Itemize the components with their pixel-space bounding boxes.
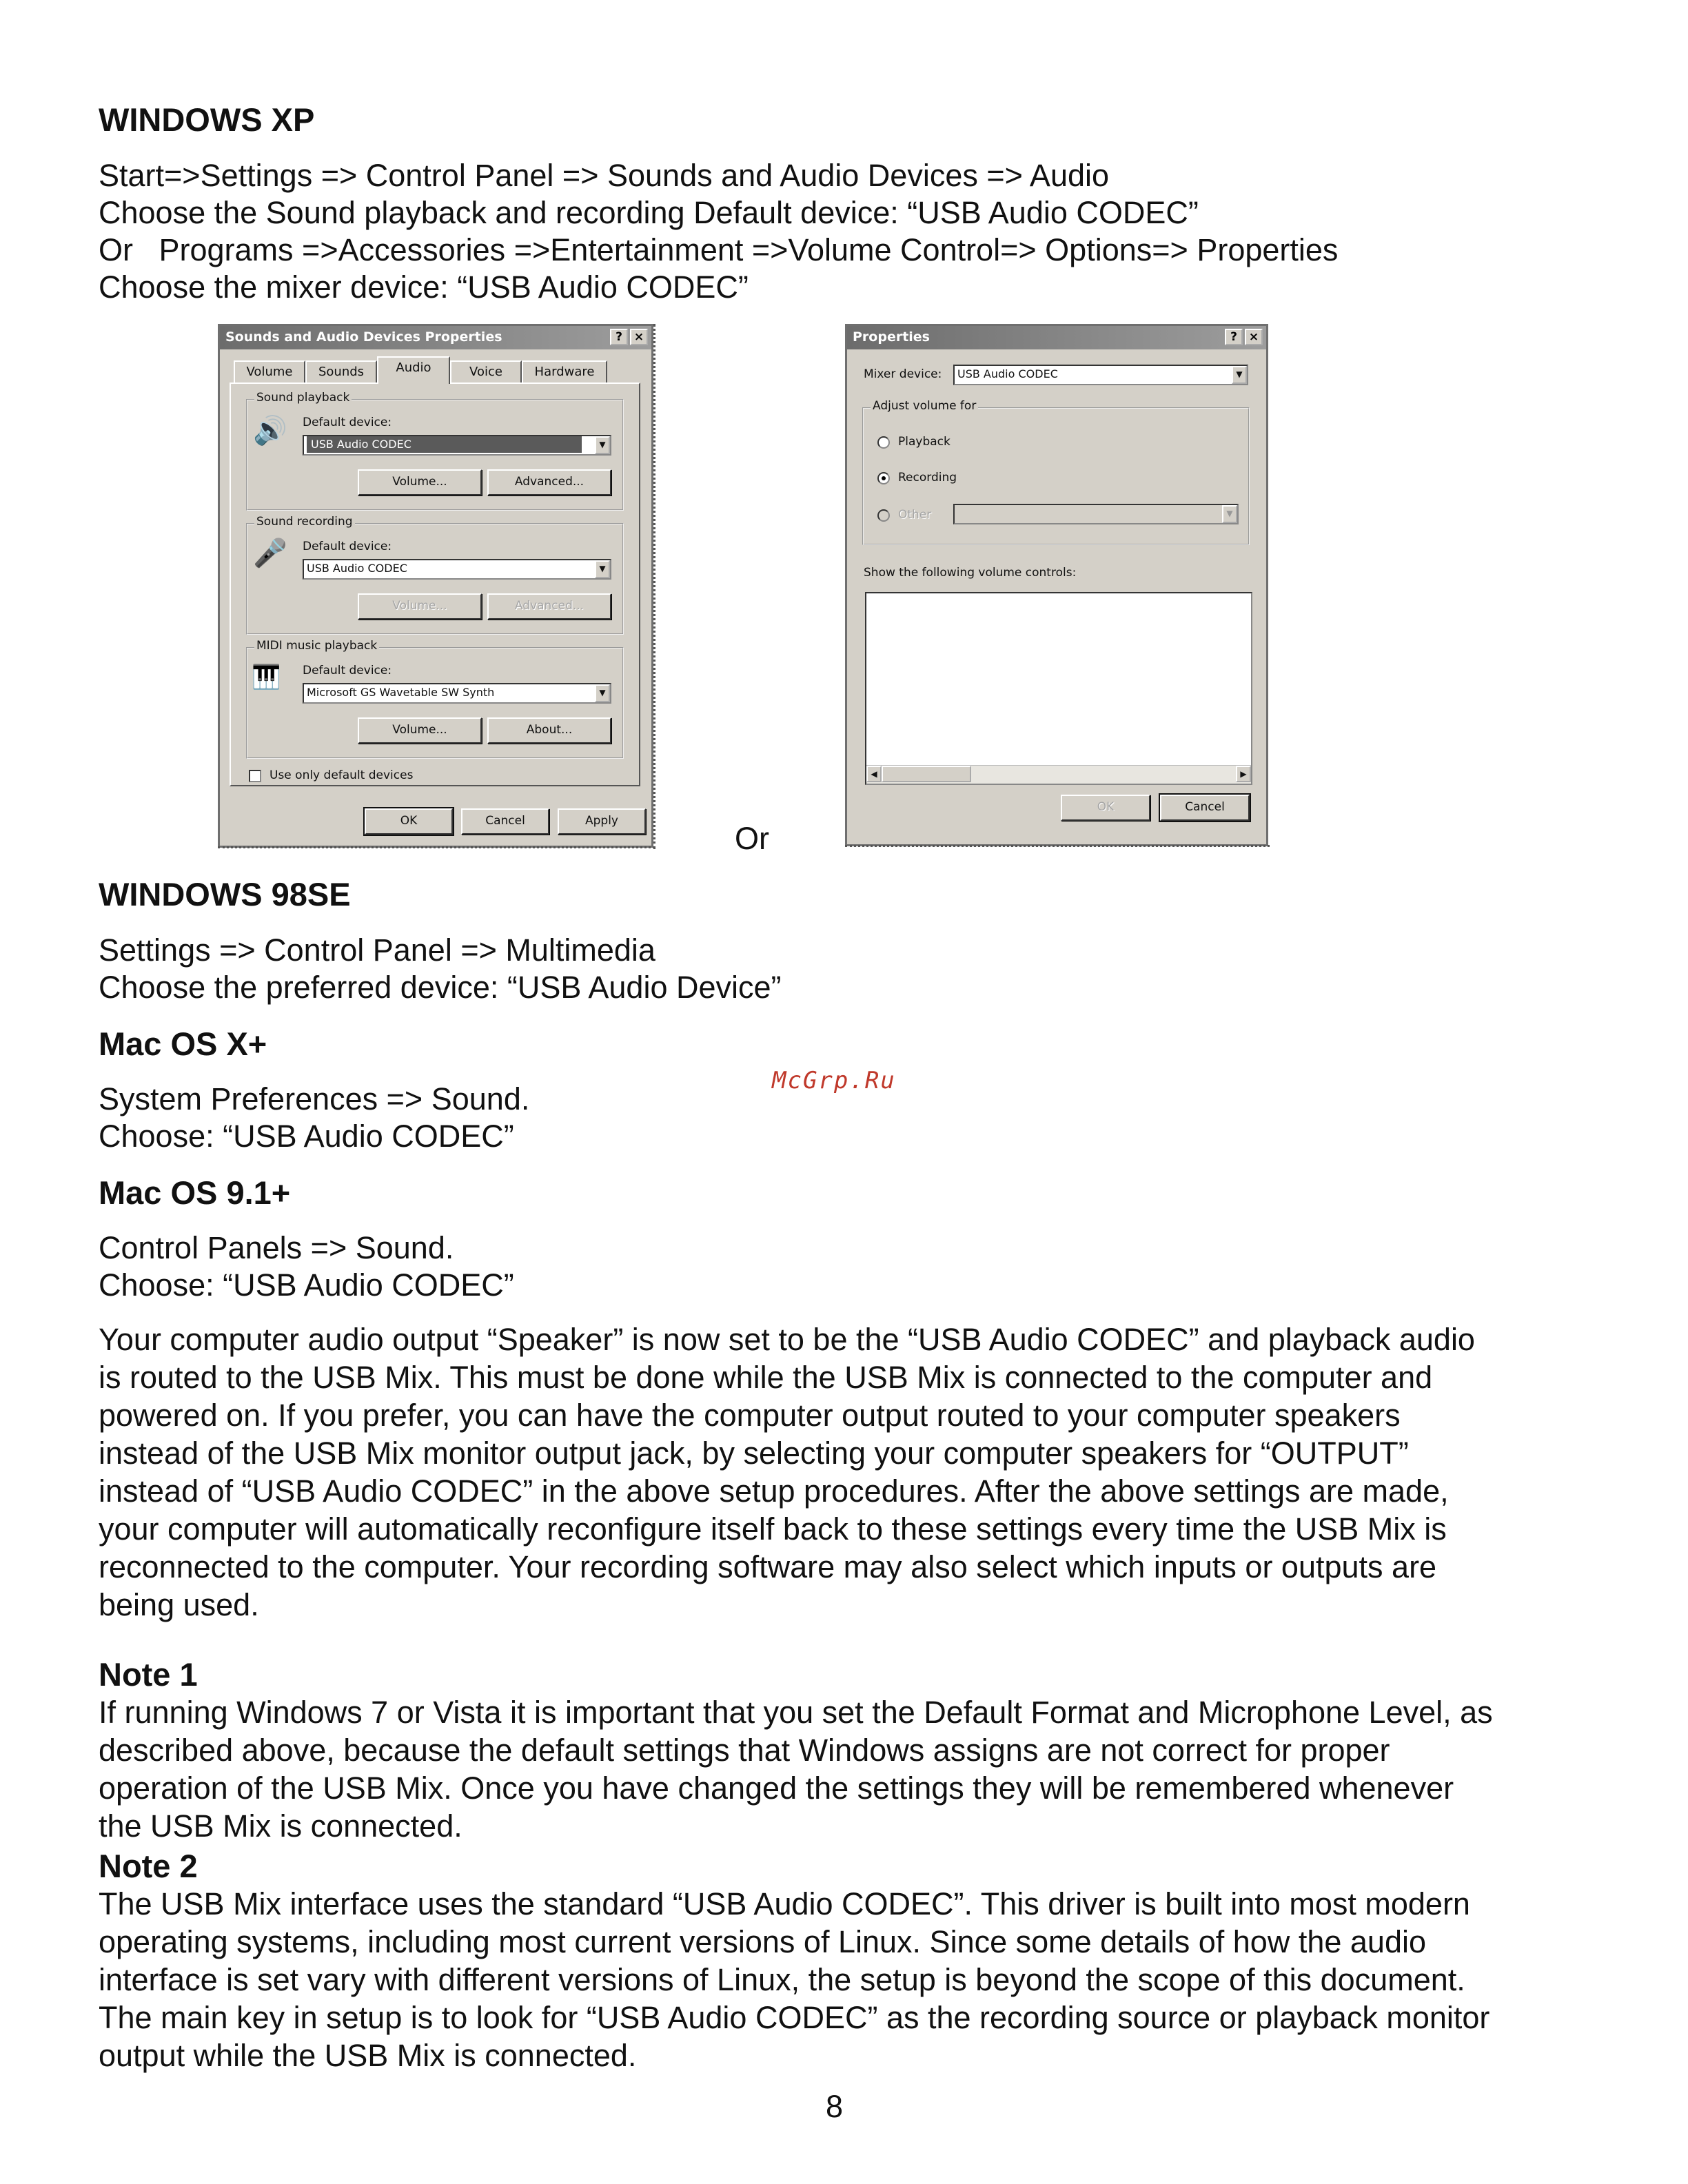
chevron-down-icon[interactable]: ▼ [1222, 505, 1237, 523]
playback-volume-button[interactable]: Volume... [358, 469, 482, 496]
heading-mac-os-x: Mac OS X+ [99, 1025, 267, 1062]
volume-controls-list[interactable] [865, 592, 1252, 785]
apply-button[interactable]: Apply [558, 808, 646, 835]
note2-paragraph [99, 1885, 1489, 2074]
body-line: instead of the USB Mix monitor output jack, by selecting your computer speakers for “OUTPUT” [99, 1436, 1409, 1471]
sound-playback-label: Sound playback [254, 391, 352, 405]
playback-default-label: Default device: [303, 416, 392, 429]
note2-line: interface is set vary with different versions of Linux, the setup is beyond the scope of this document. [99, 1962, 1465, 1997]
macx-line-2: Choose: “USB Audio CODEC” [99, 1119, 514, 1154]
scroll-right-icon[interactable]: ▶ [1236, 766, 1251, 782]
speaker-icon: 🔊 [253, 415, 287, 447]
macx-line-1: System Preferences => Sound. [99, 1081, 530, 1116]
sound-recording-label: Sound recording [254, 515, 355, 529]
win98-line-2: Choose the preferred device: “USB Audio Device” [99, 970, 782, 1005]
heading-windows-xp: WINDOWS XP [99, 101, 315, 138]
audio-tab-panel [230, 382, 640, 786]
ok-button[interactable]: OK [365, 808, 453, 835]
tab-audio[interactable]: Audio [377, 356, 450, 384]
recording-default-label: Default device: [303, 540, 392, 553]
page-number: 8 [826, 2089, 844, 2124]
body-line: being used. [99, 1587, 259, 1622]
winxp-line-4: Choose the mixer device: “USB Audio CODEC” [99, 269, 749, 305]
horizontal-scrollbar[interactable] [866, 765, 1251, 784]
mac9-line-1: Control Panels => Sound. [99, 1230, 454, 1265]
heading-note-2: Note 2 [99, 1848, 198, 1884]
body-line: Your computer audio output “Speaker” is now set to be the “USB Audio CODEC” and playback audio [99, 1322, 1475, 1357]
watermark: McGrp.Ru [772, 1067, 896, 1094]
mixer-device-label: Mixer device: [864, 367, 942, 381]
heading-mac-os-9: Mac OS 9.1+ [99, 1174, 291, 1211]
ok-button[interactable]: OK [1061, 795, 1150, 821]
midi-playback-group [246, 639, 624, 759]
recording-volume-button[interactable]: Volume... [358, 593, 482, 620]
winxp-line-3: Or Programs =>Accessories =>Entertainment =>Volume Control=> Options=> Properties [99, 232, 1339, 267]
winxp-line-2: Choose the Sound playback and recording Default device: “USB Audio CODEC” [99, 195, 1199, 230]
tab-sounds[interactable]: Sounds [305, 360, 377, 384]
sound-recording-group [246, 515, 624, 635]
sound-playback-group [246, 391, 624, 511]
playback-device-value: USB Audio CODEC [307, 436, 582, 453]
body-line: is routed to the USB Mix. This must be done while the USB Mix is connected to the computer and [99, 1360, 1433, 1395]
playback-radio[interactable] [877, 436, 890, 449]
adjust-volume-label: Adjust volume for [871, 399, 978, 413]
midi-volume-button[interactable]: Volume... [358, 717, 482, 744]
tab-volume[interactable]: Volume [234, 360, 305, 384]
scroll-left-icon[interactable]: ◀ [866, 766, 882, 782]
playback-radio-label: Playback [898, 435, 950, 449]
note2-line: output while the USB Mix is connected. [99, 2038, 637, 2073]
mixer-device-select[interactable] [953, 365, 1248, 385]
cancel-button[interactable]: Cancel [1160, 795, 1250, 821]
volume-properties-dialog [845, 324, 1268, 846]
other-radio-label: Other [898, 508, 932, 522]
body-paragraph [99, 1320, 1475, 1624]
scroll-thumb[interactable] [882, 766, 971, 782]
note1-line: the USB Mix is connected. [99, 1808, 462, 1844]
midi-device-select[interactable] [303, 683, 611, 704]
dialog-titlebar [847, 326, 1266, 349]
other-device-select[interactable] [953, 504, 1239, 524]
recording-device-select[interactable] [303, 559, 611, 580]
dialog-title: Properties [853, 329, 930, 345]
close-button[interactable]: × [630, 329, 648, 345]
help-button[interactable]: ? [1225, 329, 1243, 345]
playback-advanced-button[interactable]: Advanced... [487, 469, 611, 496]
recording-device-value: USB Audio CODEC [307, 562, 407, 575]
note1-line: operation of the USB Mix. Once you have changed the settings they will be remembered whenever [99, 1770, 1454, 1806]
dialog-edge-divider [845, 845, 1270, 847]
use-only-default-label: Use only default devices [270, 768, 414, 782]
note2-line: The main key in setup is to look for “USB Audio CODEC” as the recording source or playback monitor [99, 2000, 1490, 2035]
sounds-audio-devices-dialog [218, 324, 653, 848]
body-line: instead of “USB Audio CODEC” in the above setup procedures. After the above settings are made, [99, 1473, 1449, 1509]
dialog-title: Sounds and Audio Devices Properties [225, 329, 502, 345]
tab-voice[interactable]: Voice [450, 360, 522, 384]
midi-playback-label: MIDI music playback [254, 639, 379, 653]
recording-advanced-button[interactable]: Advanced... [487, 593, 611, 620]
midi-keyboard-icon: 🎹 [252, 664, 281, 691]
heading-windows-98se: WINDOWS 98SE [99, 876, 351, 912]
mac9-line-2: Choose: “USB Audio CODEC” [99, 1267, 514, 1303]
close-button[interactable]: × [1245, 329, 1263, 345]
cancel-button[interactable]: Cancel [461, 808, 549, 835]
or-label: Or [735, 821, 769, 856]
mixer-device-value: USB Audio CODEC [957, 367, 1058, 380]
body-line: your computer will automatically reconfigure itself back to these settings every time the USB Mix is [99, 1511, 1447, 1547]
note1-line: described above, because the default settings that Windows assigns are not correct for proper [99, 1733, 1390, 1768]
note1-paragraph [99, 1693, 1493, 1845]
microphone-icon: 🎤 [253, 538, 287, 569]
recording-radio-label: Recording [898, 471, 957, 484]
help-button[interactable]: ? [610, 329, 628, 345]
win98-line-1: Settings => Control Panel => Multimedia [99, 932, 655, 968]
winxp-line-1: Start=>Settings => Control Panel => Sounds and Audio Devices => Audio [99, 158, 1110, 193]
note2-line: operating systems, including most current versions of Linux. Since some details of how the audio [99, 1924, 1426, 1959]
body-line: reconnected to the computer. Your recording software may also select which inputs or outputs are [99, 1549, 1437, 1584]
use-only-default-checkbox[interactable] [249, 770, 261, 782]
chevron-down-icon[interactable]: ▼ [1232, 366, 1247, 384]
midi-device-value: Microsoft GS Wavetable SW Synth [307, 686, 495, 699]
chevron-down-icon[interactable]: ▼ [595, 684, 610, 702]
dialog-edge-divider [218, 846, 655, 848]
midi-about-button[interactable]: About... [487, 717, 611, 744]
note1-line: If running Windows 7 or Vista it is important that you set the Default Format and Microphone Level, as [99, 1695, 1493, 1730]
chevron-down-icon[interactable]: ▼ [595, 560, 610, 578]
adjust-volume-group [862, 399, 1250, 545]
chevron-down-icon[interactable]: ▼ [595, 436, 610, 454]
tab-hardware[interactable]: Hardware [522, 360, 607, 384]
dialog-titlebar [220, 326, 651, 349]
dialog-edge-divider [653, 324, 655, 849]
heading-note-1: Note 1 [99, 1656, 198, 1693]
midi-default-label: Default device: [303, 664, 392, 677]
other-radio[interactable] [877, 509, 890, 522]
playback-device-select[interactable] [303, 435, 611, 456]
show-controls-label: Show the following volume controls: [864, 566, 1077, 580]
recording-radio[interactable] [877, 472, 890, 484]
note2-line: The USB Mix interface uses the standard “USB Audio CODEC”. This driver is built into most modern [99, 1886, 1470, 1921]
body-line: powered on. If you prefer, you can have the computer output routed to your computer speakers [99, 1398, 1401, 1433]
